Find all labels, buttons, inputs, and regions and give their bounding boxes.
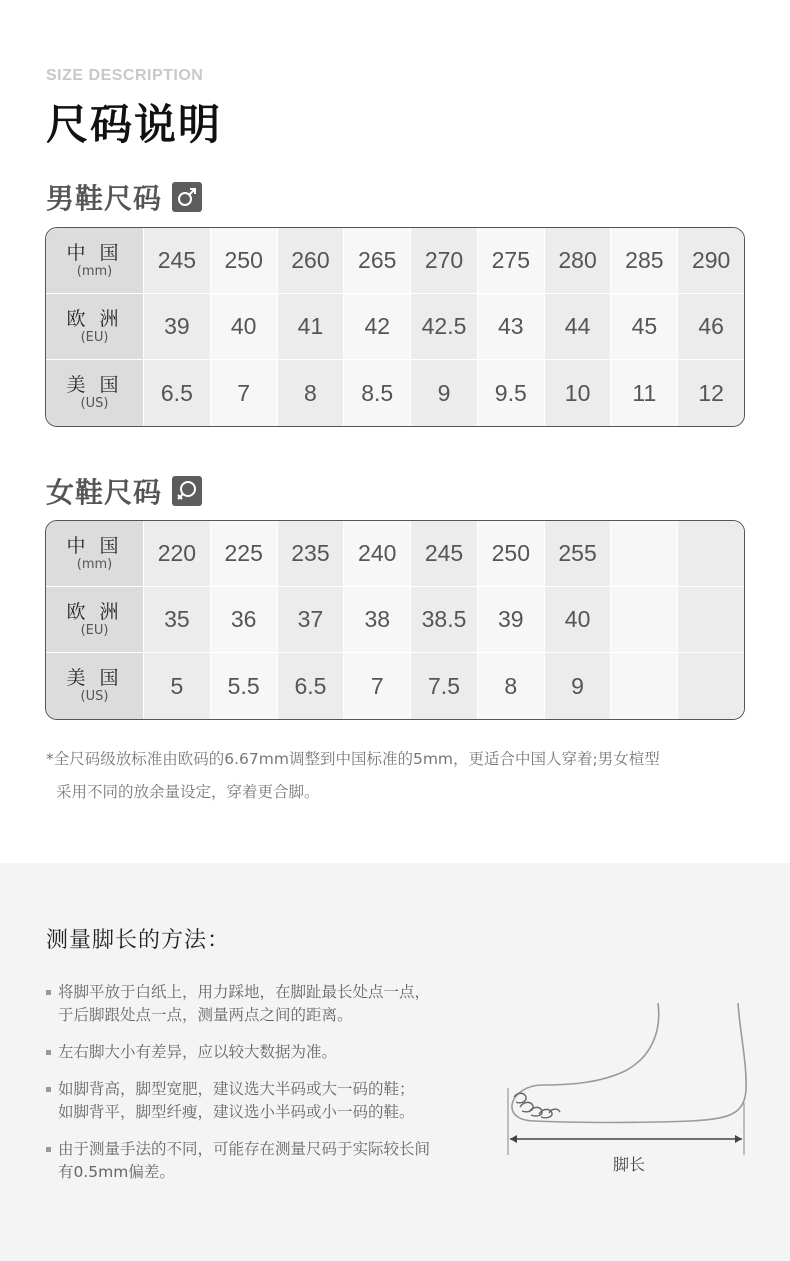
row-header-unit: (EU) xyxy=(80,329,109,345)
size-cell: 245 xyxy=(144,228,211,293)
row-header-zh: 美 国 xyxy=(66,374,123,396)
size-cell: 44 xyxy=(545,294,612,359)
row-header-unit: (US) xyxy=(80,396,109,411)
size-cell: 8 xyxy=(278,360,345,426)
foot-length-label: 脚长 xyxy=(613,1155,646,1174)
row-header xyxy=(46,521,144,586)
row-header-zh: 美 国 xyxy=(66,667,123,689)
list-item xyxy=(46,1138,486,1184)
size-cell: 260 xyxy=(278,228,345,293)
size-cell: 45 xyxy=(611,294,678,359)
size-cell: 6.5 xyxy=(144,360,211,426)
row-header-unit: (mm) xyxy=(76,263,113,279)
list-item-text xyxy=(58,1138,430,1184)
women-size-title: 女鞋尺码 xyxy=(46,476,163,509)
list-item-text xyxy=(58,1078,415,1124)
bullet-icon xyxy=(46,1087,51,1092)
list-item xyxy=(46,981,486,1027)
row-header-unit: (EU) xyxy=(80,622,109,638)
page-title: 尺码说明 xyxy=(46,100,223,149)
size-cell: 42.5 xyxy=(411,294,478,359)
list-item-line: 将脚平放于白纸上，用力踩地，在脚趾最长处点一点， xyxy=(58,983,431,1001)
size-row xyxy=(46,521,744,587)
row-header xyxy=(46,360,144,426)
size-note-line1: *全尺码级放标准由欧码的6.67mm调整到中国标准的5mm，更适合中国人穿着;男女楦型 xyxy=(46,750,660,768)
size-cell: 8 xyxy=(478,653,545,719)
size-cell: 245 xyxy=(411,521,478,586)
size-cell: 240 xyxy=(344,521,411,586)
size-cell: 38.5 xyxy=(411,587,478,652)
size-cell: 7 xyxy=(344,653,411,719)
row-header-zh: 中 国 xyxy=(66,534,123,557)
men-size-heading xyxy=(46,177,202,217)
size-cell xyxy=(678,521,744,586)
size-cell: 290 xyxy=(678,228,744,293)
male-symbol-icon xyxy=(172,182,202,212)
row-header-unit: (US) xyxy=(80,689,109,704)
row-header xyxy=(46,294,144,359)
list-item-line: 由于测量手法的不同，可能存在测量尺码于实际较长间 xyxy=(58,1140,431,1158)
size-cell: 285 xyxy=(611,228,678,293)
size-cell: 6.5 xyxy=(278,653,345,719)
row-header-zh: 中 国 xyxy=(66,241,123,264)
size-cell: 5 xyxy=(144,653,211,719)
size-note xyxy=(46,743,746,809)
list-item-line: 于后脚跟处点一点，测量两点之间的距离。 xyxy=(58,1006,353,1024)
size-cell: 280 xyxy=(545,228,612,293)
size-cell xyxy=(678,587,744,652)
women-size-heading xyxy=(46,471,202,511)
row-header xyxy=(46,653,144,719)
size-cell: 43 xyxy=(478,294,545,359)
size-cell: 250 xyxy=(478,521,545,586)
row-header xyxy=(46,587,144,652)
size-cell: 38 xyxy=(344,587,411,652)
size-cell: 7 xyxy=(211,360,278,426)
size-cell: 7.5 xyxy=(411,653,478,719)
size-note-line2: 采用不同的放余量设定，穿着更合脚。 xyxy=(56,783,320,801)
size-row xyxy=(46,653,744,719)
bullet-icon xyxy=(46,990,51,995)
size-cell: 39 xyxy=(478,587,545,652)
size-row xyxy=(46,360,744,426)
size-cell: 39 xyxy=(144,294,211,359)
size-cell: 8.5 xyxy=(344,360,411,426)
size-cell: 235 xyxy=(278,521,345,586)
size-cell: 11 xyxy=(611,360,678,426)
foot-diagram-icon xyxy=(500,993,760,1173)
row-header xyxy=(46,228,144,293)
size-cell: 35 xyxy=(144,587,211,652)
size-cell: 40 xyxy=(211,294,278,359)
list-item-text xyxy=(58,1041,337,1064)
size-cell: 220 xyxy=(144,521,211,586)
size-cell: 9 xyxy=(411,360,478,426)
size-cell: 40 xyxy=(545,587,612,652)
size-cell: 270 xyxy=(411,228,478,293)
size-cell: 255 xyxy=(545,521,612,586)
size-cell xyxy=(611,587,678,652)
bullet-icon xyxy=(46,1147,51,1152)
list-item-line: 有0.5mm偏差。 xyxy=(58,1163,175,1181)
size-cell: 10 xyxy=(545,360,612,426)
list-item-text xyxy=(58,981,430,1027)
list-item xyxy=(46,1078,486,1124)
size-cell: 12 xyxy=(678,360,744,426)
men-size-title: 男鞋尺码 xyxy=(46,182,163,215)
list-item xyxy=(46,1041,486,1064)
size-cell: 46 xyxy=(678,294,744,359)
bullet-icon xyxy=(46,1050,51,1055)
size-cell: 36 xyxy=(211,587,278,652)
female-symbol-icon xyxy=(172,476,202,506)
size-row xyxy=(46,294,744,360)
men-size-table xyxy=(45,227,745,427)
size-cell: 37 xyxy=(278,587,345,652)
size-cell xyxy=(611,521,678,586)
size-cell: 275 xyxy=(478,228,545,293)
size-eyebrow: SIZE DESCRIPTION xyxy=(46,67,204,84)
size-cell xyxy=(678,653,744,719)
size-cell: 9.5 xyxy=(478,360,545,426)
size-cell: 5.5 xyxy=(211,653,278,719)
size-cell: 250 xyxy=(211,228,278,293)
list-item-line: 左右脚大小有差异，应以较大数据为准。 xyxy=(58,1043,338,1061)
measure-section xyxy=(0,863,790,1261)
size-cell: 41 xyxy=(278,294,345,359)
size-cell: 225 xyxy=(211,521,278,586)
size-cell xyxy=(611,653,678,719)
measure-method-title: 测量脚长的方法： xyxy=(46,928,231,953)
row-header-zh: 欧 洲 xyxy=(66,600,123,623)
size-row xyxy=(46,228,744,294)
measure-method-list xyxy=(46,981,486,1198)
size-cell: 265 xyxy=(344,228,411,293)
size-cell: 42 xyxy=(344,294,411,359)
list-item-line: 如脚背平，脚型纤瘦，建议选小半码或小一码的鞋。 xyxy=(58,1103,415,1121)
size-cell: 9 xyxy=(545,653,612,719)
row-header-zh: 欧 洲 xyxy=(66,307,123,330)
women-size-table xyxy=(45,520,745,720)
row-header-unit: (mm) xyxy=(76,556,113,572)
list-item-line: 如脚背高，脚型宽肥，建议选大半码或大一码的鞋； xyxy=(58,1080,415,1098)
size-row xyxy=(46,587,744,653)
